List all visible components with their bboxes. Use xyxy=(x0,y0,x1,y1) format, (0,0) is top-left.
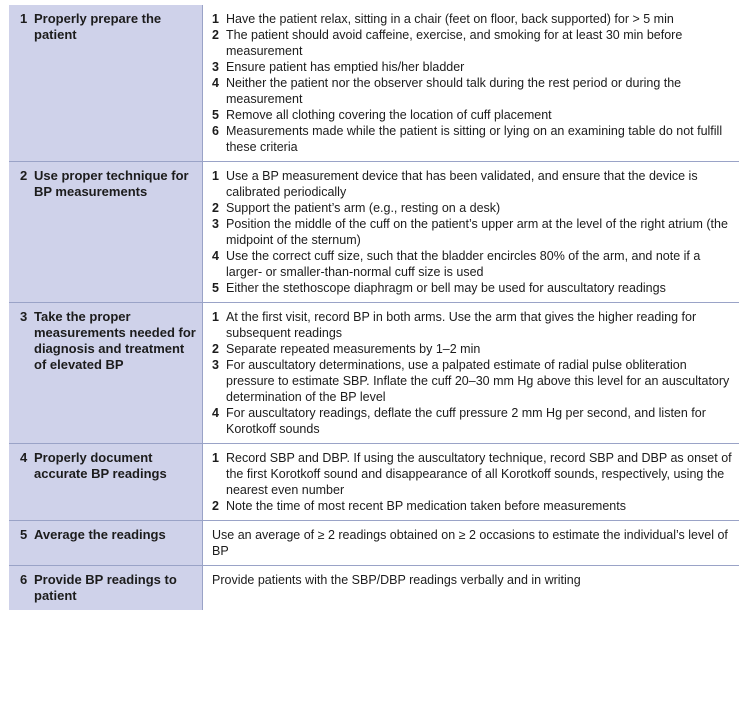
list-item xyxy=(212,341,733,357)
item-number: 5 xyxy=(212,108,219,122)
item-text: Neither the patient nor the observer should talk during the rest period or during the measurement xyxy=(226,76,682,106)
step-cell xyxy=(9,162,203,303)
item-number: 1 xyxy=(212,169,219,183)
list-item xyxy=(212,498,733,514)
item-text: At the first visit, record BP in both arms. Use the arm that gives the higher reading for subsequent readings xyxy=(226,310,697,340)
item-number: 3 xyxy=(212,217,219,231)
list-item xyxy=(212,248,733,280)
step-cell xyxy=(9,303,203,444)
step-cell xyxy=(9,566,203,611)
detail-cell xyxy=(203,303,740,444)
step-number: 4 xyxy=(20,450,28,465)
list-item xyxy=(212,107,733,123)
step-cell xyxy=(9,444,203,521)
item-number: 4 xyxy=(212,249,219,263)
list-item xyxy=(212,216,733,248)
step-title xyxy=(9,5,202,49)
item-text: Note the time of most recent BP medication taken before measurements xyxy=(226,499,626,513)
list-item xyxy=(212,357,733,405)
list-item xyxy=(212,27,733,59)
item-text: Use the correct cuff size, such that the bladder encircles 80% of the arm, and note if a larger- or smaller-than-normal cuff size is used xyxy=(226,249,701,279)
item-number: 2 xyxy=(212,499,219,513)
detail-cell xyxy=(203,162,740,303)
step-row-4 xyxy=(9,444,739,521)
step-cell xyxy=(9,521,203,566)
item-number: 2 xyxy=(212,28,219,42)
detail-cell xyxy=(203,5,740,162)
item-text: Use a BP measurement device that has been validated, and ensure that the device is calibrated periodically xyxy=(226,169,698,199)
step-row-2 xyxy=(9,162,739,303)
item-number: 1 xyxy=(212,451,219,465)
step-title-text: Properly document accurate BP readings xyxy=(34,450,167,481)
step-row-1 xyxy=(9,5,739,162)
step-number: 2 xyxy=(20,168,28,183)
step-title-text: Properly prepare the patient xyxy=(34,11,162,42)
item-number: 2 xyxy=(212,342,219,356)
item-number: 3 xyxy=(212,358,219,372)
item-text: Position the middle of the cuff on the patient’s upper arm at the level of the right atrium (the midpoint of the sternum) xyxy=(226,217,728,247)
step-title xyxy=(9,521,202,549)
step-number: 1 xyxy=(20,11,28,26)
item-number: 1 xyxy=(212,310,219,324)
item-text: For auscultatory readings, deflate the cuff pressure 2 mm Hg per second, and listen for Korotkoff sounds xyxy=(226,406,706,436)
list-item xyxy=(212,123,733,155)
item-text: Separate repeated measurements by 1–2 min xyxy=(226,342,481,356)
step-row-6 xyxy=(9,566,739,611)
step-cell xyxy=(9,5,203,162)
step-detail-text: Provide patients with the SBP/DBP readings verbally and in writing xyxy=(212,573,581,587)
item-number: 3 xyxy=(212,60,219,74)
item-text: The patient should avoid caffeine, exercise, and smoking for at least 30 min before measurement xyxy=(226,28,683,58)
bp-measurement-table xyxy=(9,5,739,610)
item-text: Support the patient’s arm (e.g., resting on a desk) xyxy=(226,201,501,215)
step-number: 6 xyxy=(20,572,28,587)
step-title xyxy=(9,162,202,206)
step-title-text: Provide BP readings to patient xyxy=(34,572,177,603)
item-number: 1 xyxy=(212,12,219,26)
step-row-5 xyxy=(9,521,739,566)
step-title-text: Take the proper measurements needed for diagnosis and treatment of elevated BP xyxy=(34,309,196,372)
item-number: 4 xyxy=(212,406,219,420)
list-item xyxy=(212,11,733,27)
detail-cell xyxy=(203,444,740,521)
item-text: Either the stethoscope diaphragm or bell may be used for auscultatory readings xyxy=(226,281,666,295)
list-item xyxy=(212,405,733,437)
item-number: 6 xyxy=(212,124,219,138)
list-item xyxy=(212,280,733,296)
step-title xyxy=(9,303,202,379)
item-text: Ensure patient has emptied his/her bladder xyxy=(226,60,465,74)
step-title-text: Use proper technique for BP measurements xyxy=(34,168,189,199)
list-item xyxy=(212,168,733,200)
step-detail-text: Use an average of ≥ 2 readings obtained on ≥ 2 occasions to estimate the individual’s level of BP xyxy=(212,528,728,558)
list-item xyxy=(212,75,733,107)
step-row-3 xyxy=(9,303,739,444)
step-number: 5 xyxy=(20,527,28,542)
list-item xyxy=(212,59,733,75)
item-text: For auscultatory determinations, use a palpated estimate of radial pulse obliteration pressure to estimate SBP. Inflate the cuff 20–30 mm Hg above this level for an auscultatory determination of the BP level xyxy=(226,358,730,404)
step-title xyxy=(9,566,202,610)
item-text: Record SBP and DBP. If using the auscultatory technique, record SBP and DBP as onset of the first Korotkoff sound and disappearance of all Korotkoff sounds, respectively, using the nearest even number xyxy=(226,451,732,497)
list-item xyxy=(212,450,733,498)
list-item xyxy=(212,200,733,216)
detail-cell xyxy=(203,566,740,611)
item-text: Remove all clothing covering the location of cuff placement xyxy=(226,108,552,122)
step-title xyxy=(9,444,202,488)
item-text: Have the patient relax, sitting in a chair (feet on floor, back supported) for > 5 min xyxy=(226,12,674,26)
item-number: 2 xyxy=(212,201,219,215)
item-text: Measurements made while the patient is sitting or lying on an examining table do not fulfill these criteria xyxy=(226,124,723,154)
step-title-text: Average the readings xyxy=(34,527,166,542)
item-number: 4 xyxy=(212,76,219,90)
step-number: 3 xyxy=(20,309,28,324)
item-number: 5 xyxy=(212,281,219,295)
list-item xyxy=(212,309,733,341)
detail-cell xyxy=(203,521,740,566)
